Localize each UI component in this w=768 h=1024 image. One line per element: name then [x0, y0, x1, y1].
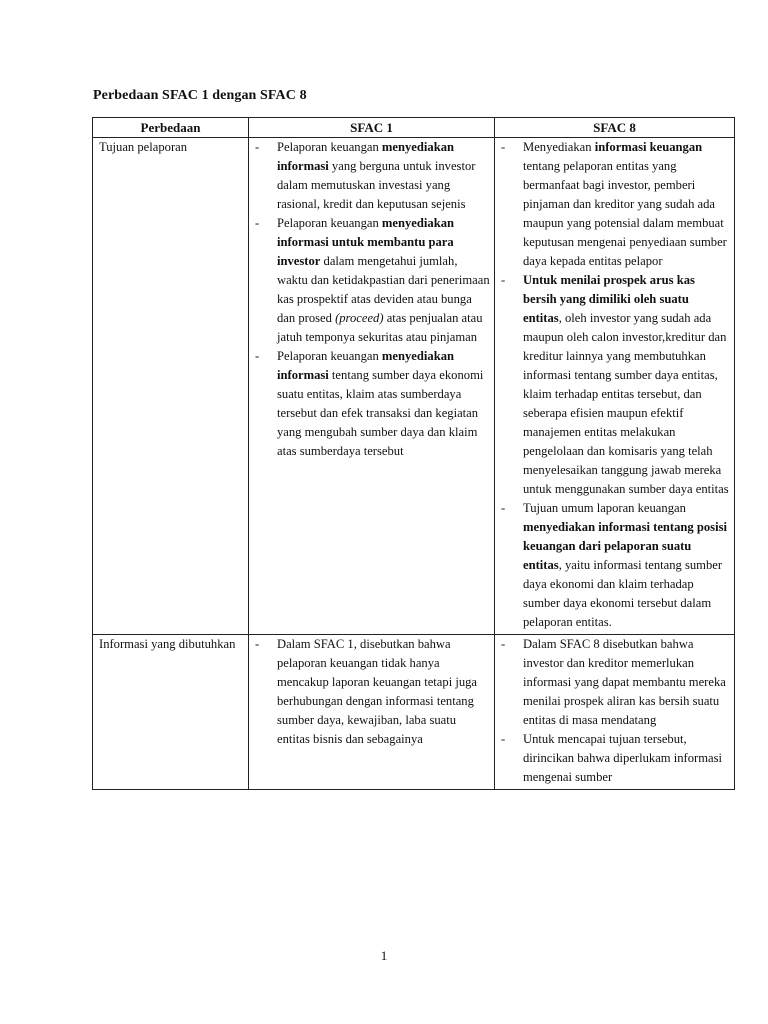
- list-item: - Untuk mencapai tujuan tersebut, dirincikan bahwa diperlukam informasi mengenai sumber: [501, 730, 730, 787]
- row-label: Informasi yang dibutuhkan: [93, 635, 249, 790]
- list-item: - Pelaporan keuangan menyediakan informasi tentang sumber daya ekonomi suatu entitas, klaim atas sumberdaya tersebut dan efek transaksi dan kegiatan yang mengubah sumber daya dan klaim atas sumberdaya tersebut: [255, 347, 490, 461]
- list-item: - Pelaporan keuangan menyediakan informasi untuk membantu para investor dalam mengetahui jumlah, waktu dan ketidakpastian dari penerimaan kas prospektif atas deviden atau bunga dan prosed (proceed) atas penjualan atau jatuh temponya sekuritas atau pinjaman: [255, 214, 490, 347]
- list-item: - Pelaporan keuangan menyediakan informasi yang berguna untuk investor dalam memutuskan investasi yang rasional, kredit dan keputusan sejenis: [255, 138, 490, 214]
- sfac8-cell: [495, 138, 735, 635]
- list-item: - Untuk menilai prospek arus kas bersih yang dimiliki oleh suatu entitas, oleh investor yang sudah ada maupun oleh calon investor,kreditur dan kreditur lainnya yang membutuhkan informasi tentang sumber daya entitas, klaim terhadap entitas tersebut, dan seberapa efisien maupun efektif manajemen entitas melakukan pengelolaan dan komisaris yang telah menyelesaikan tanggung jawab mereka untuk menggunakan sumber daya entitas: [501, 271, 730, 499]
- bullet-list: [501, 138, 730, 632]
- bullet-list: [255, 138, 490, 461]
- header-sfac1: SFAC 1: [249, 118, 495, 138]
- sfac1-cell: [249, 635, 495, 790]
- table-header-row: [93, 118, 735, 138]
- page-number: 1: [380, 948, 388, 963]
- list-item: - Menyediakan informasi keuangan tentang pelaporan entitas yang bermanfaat bagi investor, pemberi pinjaman dan kreditor yang sudah ada maupun yang potensial dalam membuat keputusan mengenai penyediaan sumber daya kepada entitas pelapor: [501, 138, 730, 271]
- list-item: - Tujuan umum laporan keuangan menyediakan informasi tentang posisi keuangan dari pelaporan suatu entitas, yaitu informasi tentang sumber daya ekonomi dan klaim terhadap sumber daya ekonomi tersebut dalam pelaporan entitas.: [501, 499, 730, 632]
- list-item: - Dalam SFAC 1, disebutkan bahwa pelaporan keuangan tidak hanya mencakup laporan keuangan tetapi juga berhubungan dengan informasi tentang sumber daya, kewajiban, laba suatu entitas bisnis dan sebagainya: [255, 635, 490, 749]
- list-item: - Dalam SFAC 8 disebutkan bahwa investor dan kreditor memerlukan informasi yang dapat membantu mereka menilai prospek aliran kas bersih suatu entitas di masa mendatang: [501, 635, 730, 730]
- sfac8-cell: [495, 635, 735, 790]
- document-title: Perbedaan SFAC 1 dengan SFAC 8: [93, 88, 307, 103]
- table-row: [93, 138, 735, 635]
- sfac1-cell: [249, 138, 495, 635]
- bullet-list: [255, 635, 490, 749]
- comparison-table: [92, 117, 735, 790]
- table-row: [93, 635, 735, 790]
- bullet-list: [501, 635, 730, 787]
- header-perbedaan: Perbedaan: [93, 118, 249, 138]
- row-label: Tujuan pelaporan: [93, 138, 249, 635]
- header-sfac8: SFAC 8: [495, 118, 735, 138]
